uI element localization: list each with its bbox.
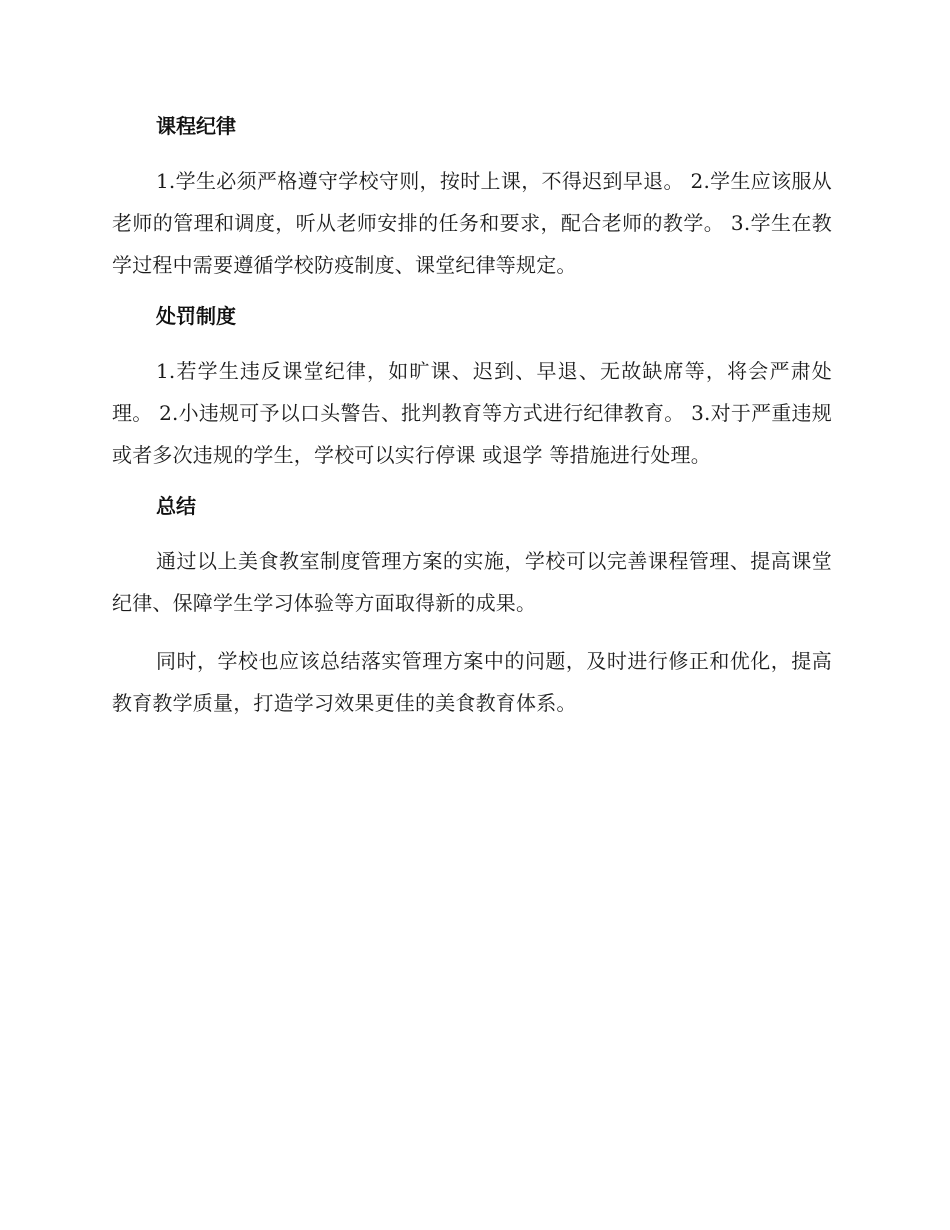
section-title-penalty-system: 处罚制度 (156, 304, 236, 328)
paragraph-course-discipline: 1.学生必须严格遵守学校守则，按时上课，不得迟到早退。 2.学生应该服从老师的管理和调度，听从老师安排的任务和要求，配合老师的教学。 3.学生在教学过程中需要遵循学校防疫制度、课堂纪律等规定。 (112, 169, 832, 277)
paragraph-penalty-system: 1.若学生违反课堂纪律，如旷课、迟到、早退、无故缺席等，将会严肃处理。 2.小违规可予以口头警告、批判教育等方式进行纪律教育。 3.对于严重违规或者多次违规的学生，学校可以实行停课 或退学 等措施进行处理。 (112, 359, 832, 467)
paragraph-summary-1: 通过以上美食教室制度管理方案的实施，学校可以完善课程管理、提高课堂纪律、保障学生学习体验等方面取得新的成果。 (112, 549, 832, 615)
section-title-summary: 总结 (156, 494, 196, 518)
document-body (112, 108, 832, 740)
section-title-course-discipline: 课程纪律 (156, 114, 236, 138)
paragraph-summary-2: 同时，学校也应该总结落实管理方案中的问题，及时进行修正和优化，提高教育教学质量，打造学习效果更佳的美食教育体系。 (112, 649, 832, 715)
